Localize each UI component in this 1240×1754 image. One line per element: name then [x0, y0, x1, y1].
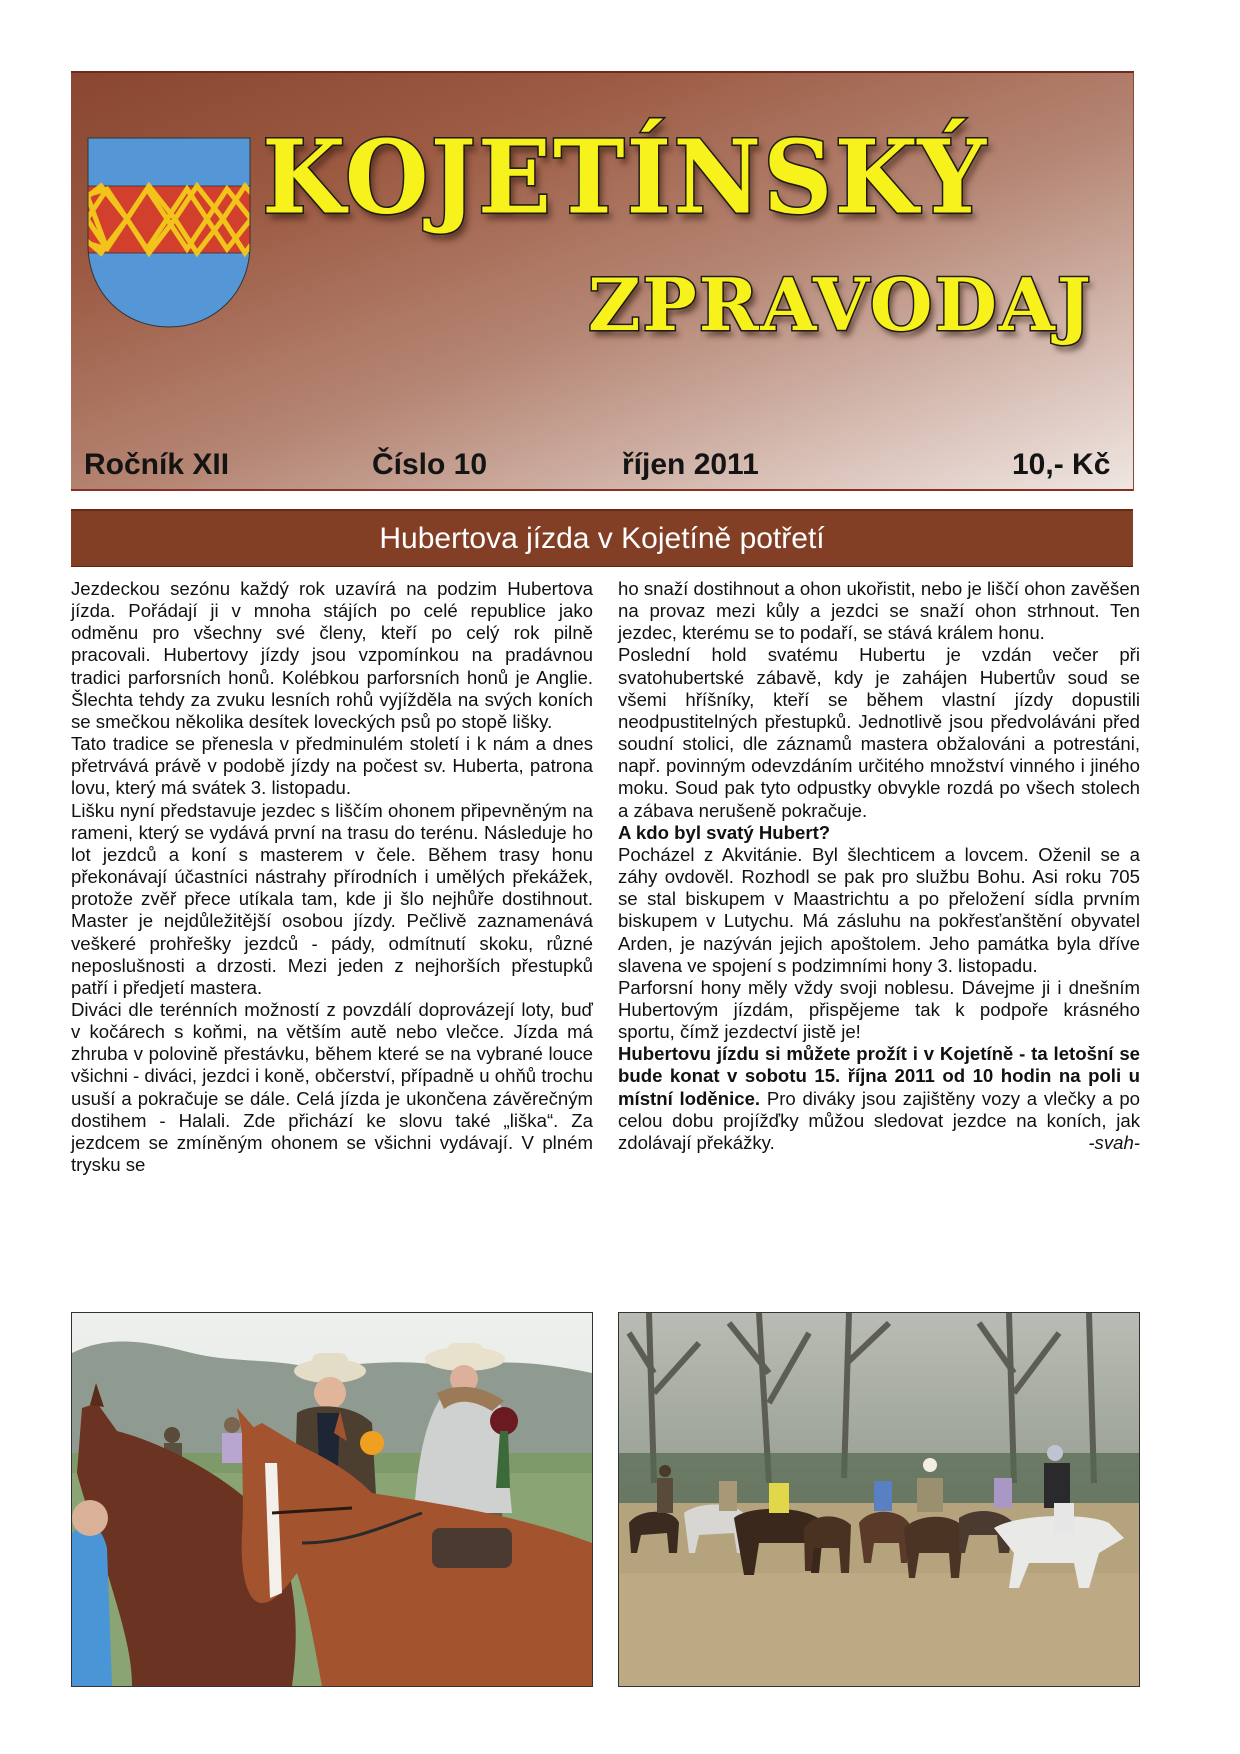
- paragraph: Pocházel z Akvitánie. Byl šlechticem a lovcem. Oženil se a záhy ovdověl. Rozhodl se pak pro službu Bohu. Asi roku 705 se stal biskupem v Maastrichtu a po přeložení sídla prvním biskupem v Lutychu. Má zásluhu na pokřesťanštění obyvatel Arden, je nazýván jejich apoštolem. Jeho památka byla dříve slavena ve spojení s podzimními hony 3. listopadu.: [618, 843, 1140, 976]
- announcement-bold: Hubertovu jízdu si můžete prožít i v Kojetíně - ta letošní se bude konat v sobotu 15. října 2011 od 10 hodin na poli u místní loděnice.: [618, 1043, 1140, 1109]
- paragraph: ho snaží dostihnout a ohon ukořistit, nebo je liščí ohon zavěšen na provaz mezi kůly a jezdci se snaží ohon strhnout. Ten jezdec, kterému se to podaří, se stává králem honu.: [618, 578, 1140, 644]
- paragraph: Parforsní hony měly vždy svoji noblesu. Dávejme ji i dnešním Hubertovým jízdám, přispějeme tak k podpoře krásného sportu, čímž jezdectví jistě je!: [618, 976, 1140, 1043]
- riders-close-up-photo: [71, 1312, 593, 1687]
- announcement-paragraph: [618, 1043, 1140, 1154]
- date-label: říjen 2011: [622, 448, 759, 481]
- paragraph: Poslední hold svatému Hubertu je vzdán večer při svatohubertské zábavě, kdy je zahájen Hubertův soud se všemi hříšníky, kteří se během vlastní jízdy dopustili neodpustitelných přestupků. Jednotlivě jsou předvoláváni před soudní stolici, dle záznamů mastera obžalováni a potrestáni, např. povinným odevzdáním určitého množství vinného i jiného moku. Soud pak tyto odpustky obvykle rozdá po všech stolech a zábava nerušeně pokračuje.: [618, 644, 1140, 821]
- article-column-right: [618, 578, 1140, 1154]
- masthead-title: KOJETÍNSKÝ: [262, 118, 988, 237]
- article-headline: Hubertova jízda v Kojetíně potřetí: [71, 509, 1133, 567]
- coat-of-arms-icon: [87, 137, 251, 329]
- paragraph: Lišku nyní představuje jezdec s liščím ohonem připevněným na rameni, který se vydává první na trasu do terénu. Následuje ho lot jezdců a koní s masterem v čele. Během trasy honu překonávají účastníci nástrahy přírodních i umělých překážek, protože zvěř přece utíkala tam, kde ji šlo nejhůře dostihnout. Master je nejdůležitější osobou jízdy. Pečlivě zaznamenává veškeré prohřešky jezdců - pády, odmítnutí skoku, různé neposlušnosti a drzosti. Mezi jeden z nejhorších přestupků patří i předjetí mastera.: [71, 799, 593, 998]
- subheading: A kdo byl svatý Hubert?: [618, 821, 831, 843]
- volume-label: Ročník XII: [84, 448, 230, 481]
- paragraph: Jezdeckou sezónu každý rok uzavírá na podzim Hubertova jízda. Pořádají ji v mnoha stájích po celé republice jako odměnu pro všechny své členy, kteří po celý rok pilně pracovali. Hubertovy jízdy jsou vzpomínkou na pradávnou tradici parforsních honů. Kolébkou parforsních honů je Anglie. Šlechta tehdy za zvuku lesních rohů vyjížděla na svých koních se smečkou několika desítek loveckých psů po stopě lišky.: [71, 578, 593, 732]
- price-label: 10,- Kč: [1012, 448, 1111, 481]
- paragraph: Tato tradice se přenesla v předminulém století i k nám a dnes přetrvává právě v podobě jízdy na počest sv. Huberta, patrona lovu, který má svátek 3. listopadu.: [71, 733, 593, 799]
- article-column-left: [71, 578, 593, 1176]
- riders-in-field-photo: [618, 1312, 1140, 1687]
- announcement-text: Pro diváky jsou zajištěny vozy a vlečky a po celou dobu projížďky můžou sledovat jezdce na koních, jak zdolávají překážky.: [618, 1087, 1141, 1153]
- author-signature: -svah-: [1088, 1131, 1140, 1153]
- issue-label: Číslo 10: [372, 448, 488, 481]
- paragraph: Diváci dle terénních možností z povzdálí doprovázejí loty, buď v kočárech s koňmi, na větším autě nebo vlečce. Jízda má zhruba v polovině přestávku, během které se na vybrané louce všichni - diváci, jezdci i koně, občerství, případně u ohňů trochu usuší a pokračuje se dále. Celá jízda je ukončena závěrečným dostihem - Halali. Zde přichází ke slovu také „liška“. Za jezdcem se zmíněným ohonem se všichni vydávají. V plném trysku se: [71, 998, 593, 1176]
- masthead-subtitle: ZPRAVODAJ: [588, 262, 1093, 347]
- masthead-divider: [71, 489, 1133, 491]
